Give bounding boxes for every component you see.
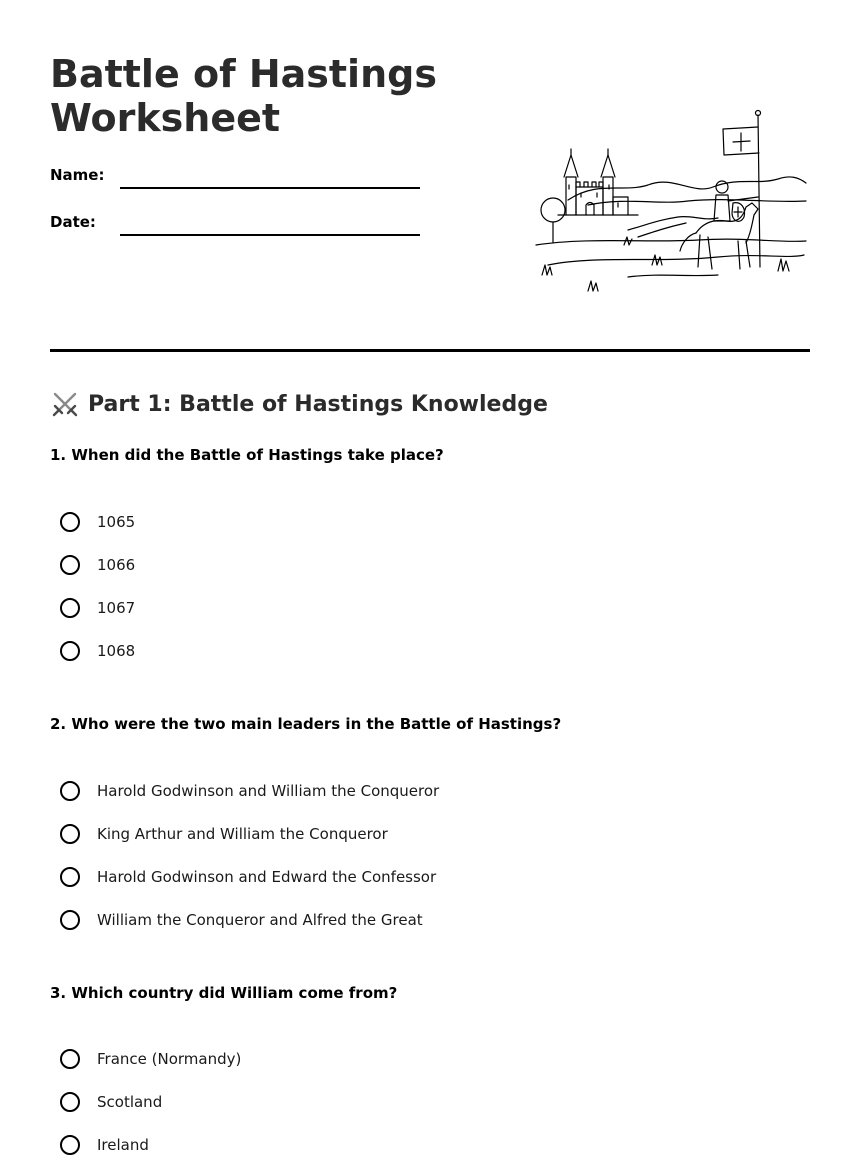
castle-knight-illustration bbox=[528, 105, 810, 300]
option-label: William the Conqueror and Alfred the Great bbox=[97, 911, 423, 929]
section-title: Part 1: Battle of Hastings Knowledge bbox=[88, 391, 548, 417]
option-label: France (Normandy) bbox=[97, 1050, 242, 1068]
date-field[interactable] bbox=[120, 234, 420, 236]
answer-option[interactable] bbox=[60, 778, 439, 804]
question-text: 3. Which country did William come from? bbox=[50, 984, 398, 1002]
option-label: Scotland bbox=[97, 1093, 163, 1111]
radio-button[interactable] bbox=[60, 555, 80, 575]
option-label: 1067 bbox=[97, 599, 136, 617]
radio-button[interactable] bbox=[60, 781, 80, 801]
option-label: Ireland bbox=[97, 1136, 149, 1154]
date-label: Date: bbox=[50, 213, 96, 231]
question-text: 2. Who were the two main leaders in the Battle of Hastings? bbox=[50, 715, 562, 733]
radio-button[interactable] bbox=[60, 910, 80, 930]
answer-option[interactable] bbox=[60, 1132, 149, 1158]
radio-button[interactable] bbox=[60, 1092, 80, 1112]
answer-option[interactable] bbox=[60, 638, 135, 664]
answer-option[interactable] bbox=[60, 821, 388, 847]
answer-option[interactable] bbox=[60, 1089, 162, 1115]
question-text: 1. When did the Battle of Hastings take place? bbox=[50, 446, 444, 464]
answer-option[interactable] bbox=[60, 864, 436, 890]
radio-button[interactable] bbox=[60, 1135, 80, 1155]
radio-button[interactable] bbox=[60, 641, 80, 661]
answer-option[interactable] bbox=[60, 595, 135, 621]
crossed-swords-icon bbox=[50, 389, 80, 419]
option-label: Harold Godwinson and William the Conqueror bbox=[97, 782, 440, 800]
radio-button[interactable] bbox=[60, 598, 80, 618]
header-divider bbox=[50, 349, 810, 352]
radio-button[interactable] bbox=[60, 1049, 80, 1069]
answer-option[interactable] bbox=[60, 552, 135, 578]
option-label: Harold Godwinson and Edward the Confessor bbox=[97, 868, 437, 886]
option-label: 1068 bbox=[97, 642, 136, 660]
radio-button[interactable] bbox=[60, 867, 80, 887]
answer-option[interactable] bbox=[60, 1046, 241, 1072]
radio-button[interactable] bbox=[60, 512, 80, 532]
name-label: Name: bbox=[50, 166, 105, 184]
answer-option[interactable] bbox=[60, 907, 423, 933]
section-heading bbox=[50, 388, 548, 420]
answer-option[interactable] bbox=[60, 509, 135, 535]
radio-button[interactable] bbox=[60, 824, 80, 844]
option-label: 1065 bbox=[97, 513, 136, 531]
name-field[interactable] bbox=[120, 187, 420, 189]
option-label: King Arthur and William the Conqueror bbox=[97, 825, 388, 843]
worksheet-title: Battle of Hastings Worksheet bbox=[50, 52, 437, 140]
option-label: 1066 bbox=[97, 556, 136, 574]
